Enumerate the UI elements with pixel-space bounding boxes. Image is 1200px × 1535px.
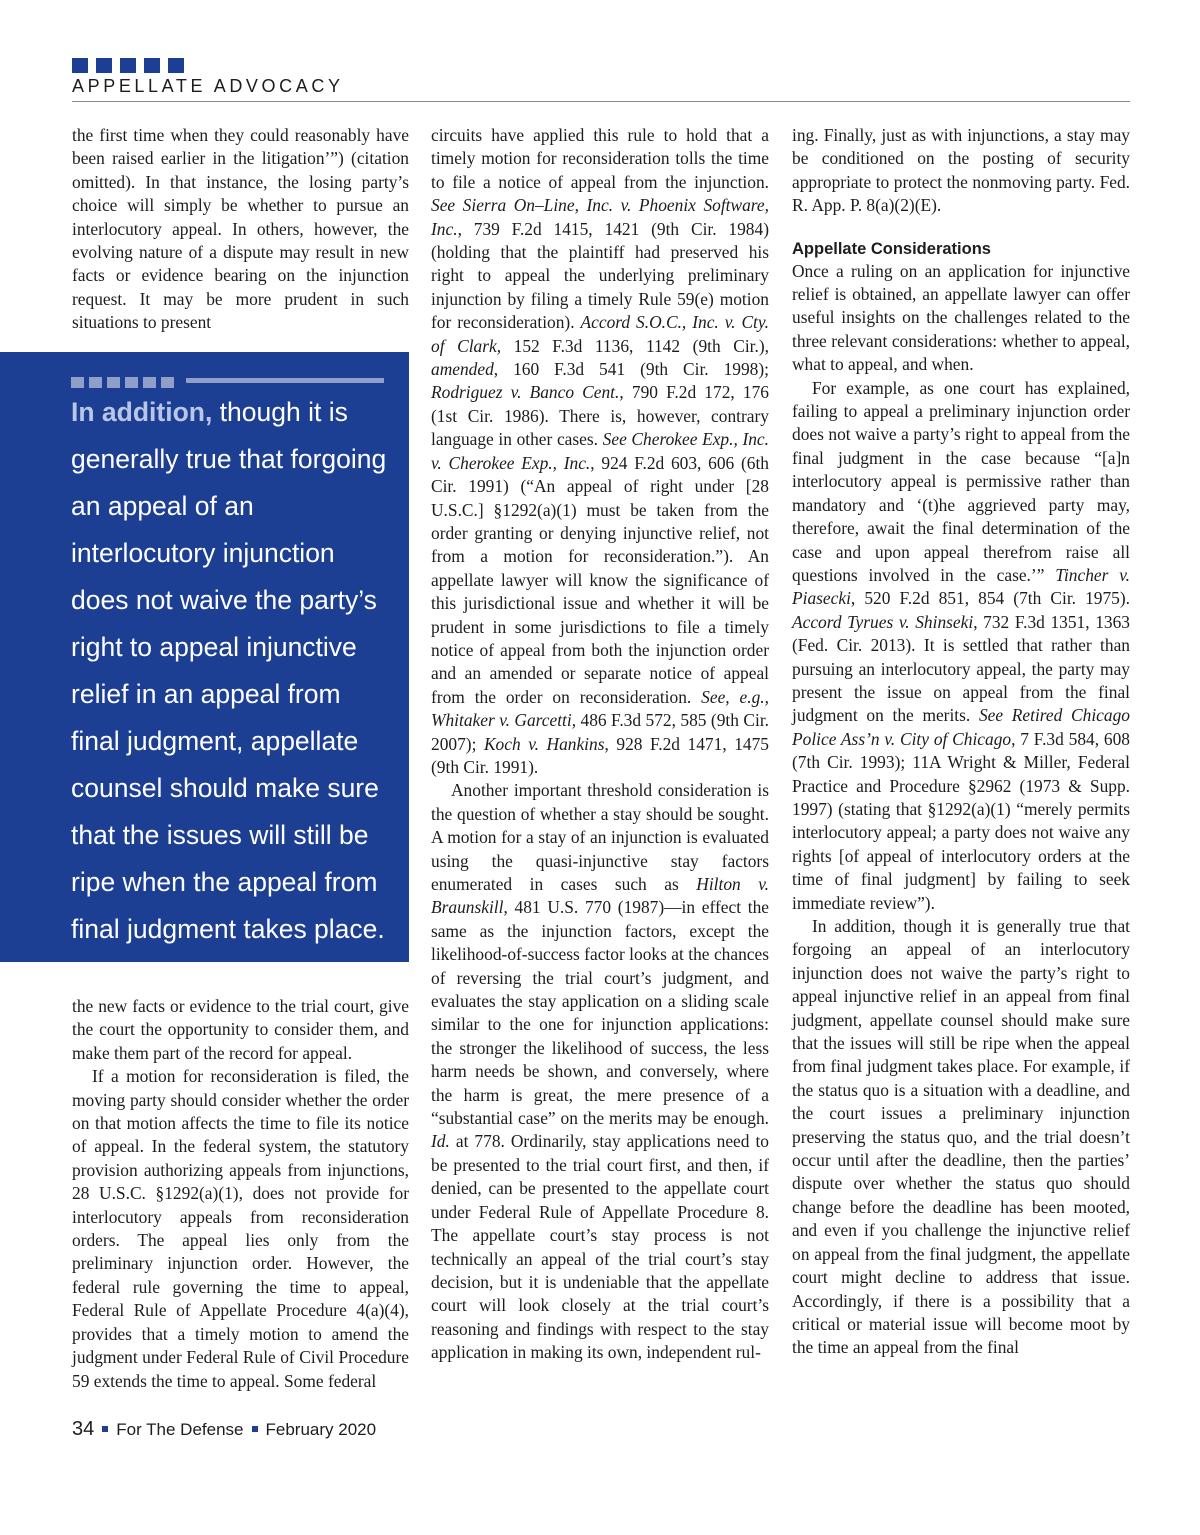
text-run: 486 F.3d 572, 585 (9th Cir. 2007);: [431, 710, 769, 754]
column-3: [792, 124, 1130, 1360]
pull-quote-squares-ornament: [71, 375, 179, 387]
pull-quote-box: [0, 352, 409, 962]
text-run: Another important threshold consideration is the question of whether a stay should be sought. A motion for a stay of an injunction is evaluated using the quasi-injunctive stay factors enumerated in cases such as: [431, 780, 769, 894]
case-citation: Koch v. Hankins: [483, 733, 605, 754]
paragraph: the new facts or evidence to the trial court, give the court the opportunity to consider them, and make them part of the record for appeal.: [72, 996, 409, 1063]
separator-dot: [102, 1426, 108, 1432]
case-citation: amended: [431, 359, 494, 380]
paragraph: If a motion for reconsideration is filed, the moving party should consider whether the order on that motion affects the time to file its notice of appeal. In the federal system, the statutory provision authorizing appeals from injunctions, 28 U.S.C. §1292(a)(1), does not provide for interlocutory appeals from reconsideration orders. The appeal lies only from the preliminary injunction order. However, the federal rule governing the time to appeal, Federal Rule of Appellate Procedure 4(a)(4), provides that a timely motion to amend the judgment under Federal Rule of Civil Procedure 59 extends the time to appeal. Some federal: [72, 1066, 409, 1391]
publication-name: For The Defense: [116, 1420, 244, 1439]
page-number: 34: [72, 1418, 95, 1440]
text-run: , 520 F.2d 851, 854 (7th Cir. 1975).: [850, 588, 1130, 609]
case-citation: Tincher v. Piasecki: [792, 564, 1130, 609]
text-run: For example, as one court has explained, failing to appeal a preliminary injunction order does not waive a party’s right to appeal from the final judgment in the case because “[a]n interlocutory appeal is permissive rather than mandatory and ‘(t)he aggrieved party may, therefore, await the final determination of the case and upon appeal therefrom raise all questions involved in the case.’”: [792, 377, 1130, 585]
case-citation: Id.: [431, 1131, 450, 1152]
case-citation: See Sierra On–Line, Inc. v. Phoenix Software, Inc.: [431, 195, 769, 239]
text-run: circuits have applied this rule to hold that a timely motion for reconsideration tolls the time to file a notice of appeal from the injunction.: [431, 125, 769, 192]
text-run: , 160 F.3d 541 (9th Cir. 1998);: [493, 359, 769, 380]
paragraph: ing. Finally, just as with injunctions, a stay may be conditioned on the posting of security appropriate to protect the nonmoving party. Fed. R. App. P. 8(a)(2)(E).: [792, 125, 1130, 216]
text-run: , 790 F.2d 172, 176 (1st Cir. 1986). There is, however, contrary language in other cases.: [431, 382, 769, 450]
paragraph: the first time when they could reasonably have been raised earlier in the litigation’”) (citation omitted). In that instance, the losing party’s choice will simply be whether to pursue an interlocutory appeal. In others, however, the evolving nature of a dispute may result in new facts or evidence bearing on the injunction request. It may be more prudent in such situations to present: [72, 125, 409, 333]
paragraph: [431, 124, 769, 779]
paragraph: In addition, though it is generally true that forgoing an appeal of an interlocutory injunction does not waive the party’s right to appeal injunctive relief in an appeal from final judgment, appellate counsel should make sure that the issues will still be ripe when the appeal from final judgment takes place. For example, if the status quo is a situation with a deadline, and the court issues a preliminary injunction preserving the status quo, and the trial doesn’t occur until after the deadline, then the parties’ dispute over whether the status quo should change before the deadline has been mooted, and even if you challenge the injunctive relief on appeal from the final judgment, the appellate court might decline to address that issue. Accordingly, if there is a possibility that a critical or material issue will become moot by the time an appeal from the final: [792, 916, 1130, 1358]
paragraph: Once a ruling on an application for injunctive relief is obtained, an appellate lawyer can offer useful insights on the challenges related to the three relevant considerations: whether to appeal, what to appeal, and when.: [792, 260, 1130, 375]
separator-dot: [252, 1426, 258, 1432]
pull-quote-body: though it is generally true that forgoing an appeal of an interlocutory injunction does not waive the party’s right to appeal injunctive relief in an appeal from final judgment, appellate counsel should make sure that the issues will still be ripe when the appeal from final judgment takes place.: [71, 397, 387, 944]
paragraph: [431, 779, 769, 1364]
column-1-bottom: [72, 995, 409, 1393]
pull-quote-text: [71, 389, 391, 953]
text-run: , 732 F.3d 1351, 1363 (Fed. Cir. 2013). It is settled that rather than pursuing an interlocutory appeal, the party may present the issue on appeal from the final judgment on the merits.: [792, 611, 1130, 726]
case-citation: Hilton v. Braunskill: [431, 874, 769, 918]
text-run: , 924 F.2d 603, 606 (6th Cir. 1991) (“An appeal of right under [28 U.S.C.] §1292(a)(1) must be taken from the order granting or denying injunctive relief, not from a motion for reconsideration.”). An appellate lawyer will know the significance of this jurisdictional issue and whether it will be prudent in some jurisdictions to file a timely notice of appeal from both the injunction order and an amended or separate notice of appeal from the order on reconsideration.: [431, 452, 769, 707]
text-run: , 481 U.S. 770 (1987)—in effect the same as the injunction factors, except the likelihood-of-success factor looks at the chances of reversing the trial court’s judgment, and evaluates the stay application on a sliding scale similar to the one for injunction applications: the stronger the likelihood of success, the less harm needs be shown, and conversely, where the harm is great, the mere presence of a “substantial case” on the merits may be enough.: [431, 897, 769, 1129]
case-citation: Rodriguez v. Banco Cent.: [431, 382, 620, 403]
paragraph: [792, 377, 1130, 915]
text-run: , 928 F.2d 1471, 1475 (9th Cir. 1991).: [431, 733, 769, 777]
column-1-top: [72, 124, 409, 335]
header-squares-ornament: [72, 58, 192, 74]
section-title: APPELLATE ADVOCACY: [72, 76, 344, 96]
pull-quote-lead: In addition,: [71, 397, 213, 427]
case-citation: Accord Tyrues v. Shinseki: [792, 611, 974, 632]
text-run: , 739 F.2d 1415, 1421 (9th Cir. 1984) (holding that the plaintiff had preserved his right to appeal the underlying preliminary injunction by filing a timely Rule 59(e) motion for reconsideration).: [431, 218, 769, 333]
page-footer: [72, 1418, 376, 1441]
case-citation: See Cherokee Exp., Inc. v. Cherokee Exp., Inc.: [431, 429, 769, 473]
case-citation: See, e.g., Whitaker v. Garcetti,: [431, 686, 769, 731]
subheading: Appellate Considerations: [792, 239, 991, 258]
text-run: , 7 F.3d 584, 608 (7th Cir. 1993); 11A Wright & Miller, Federal Practice and Procedure §2962 (1973 & Supp. 1997) (stating that §1292(a)(1) “merely permits interlocutory appeal; a party does not waive any rights [of appeal of interlocutory orders at the time of final judgment] by failing to seek immediate review”).: [792, 728, 1130, 913]
column-2: [431, 124, 769, 1365]
case-citation: Accord S.O.C., Inc. v. Cty. of Clark,: [431, 312, 769, 356]
case-citation: See Retired Chicago Police Ass’n v. City of Chicago: [792, 705, 1130, 749]
text-run: 152 F.3d 1136, 1142 (9th Cir.),: [501, 335, 769, 356]
issue-date: February 2020: [265, 1420, 377, 1439]
header-rule: [72, 101, 1130, 102]
pull-quote-rule: [186, 378, 384, 383]
text-run: at 778. Ordinarily, stay applications need to be presented to the trial court first, and then, if denied, can be presented to the appellate court under Federal Rule of Appellate Procedure 8. The appellate court’s stay process is not technically an appeal of the trial court’s stay decision, but it is undeniable that the appellate court will look closely at the trial court’s reasoning and findings with respect to the stay application in making its own, independent rul-: [431, 1131, 769, 1363]
